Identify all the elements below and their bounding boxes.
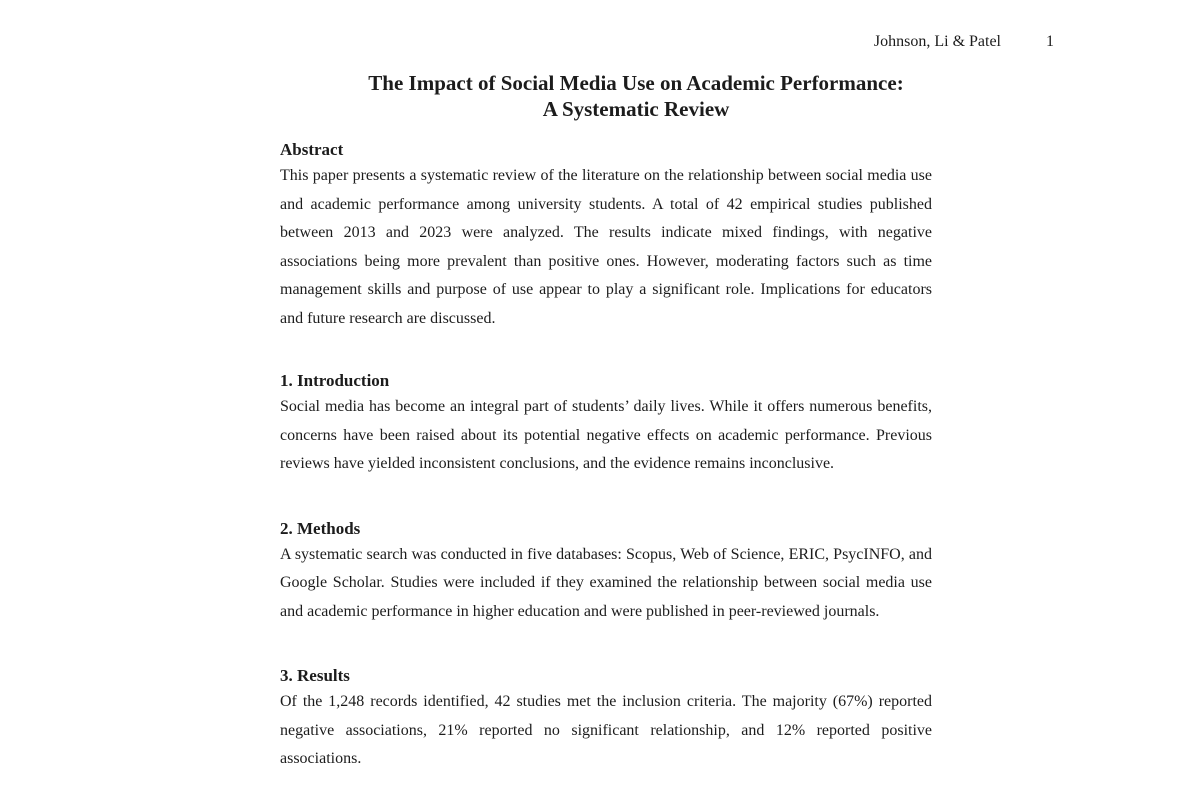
paper-title-line-2: A Systematic Review xyxy=(542,97,730,121)
methods-heading: 2. Methods xyxy=(280,518,361,538)
paper-title xyxy=(280,70,992,122)
running-header-authors: Johnson, Li & Patel xyxy=(873,33,1001,50)
introduction-section xyxy=(280,369,932,479)
introduction-heading: 1. Introduction xyxy=(280,371,390,390)
methods-section xyxy=(280,517,932,627)
abstract-heading: Abstract xyxy=(280,140,344,159)
paper-body xyxy=(280,138,932,774)
page-number: 1 xyxy=(1046,33,1054,50)
methods-text: A systematic search was conducted in five databases: Scopus, Web of Science, ERIC, PsycINFO, and Google Scholar. Studies were included if they examined the relationship between social media use and academic performance in higher education and were published in peer-reviewed journals. xyxy=(280,545,932,620)
abstract-section xyxy=(280,138,932,333)
abstract-text: This paper presents a systematic review of the literature on the relationship between social media use and academic performance among university students. A total of 42 empirical studies published between 2013 and 2023 were analyzed. The results indicate mixed findings, with negative associations being more prevalent than positive ones. However, moderating factors such as time management skills and purpose of use appear to play a significant role. Implications for educators and future research are discussed. xyxy=(280,167,932,327)
paper-title-line-1: The Impact of Social Media Use on Academic Performance: xyxy=(368,71,904,95)
results-heading: 3. Results xyxy=(280,666,350,685)
results-section xyxy=(280,664,932,774)
introduction-text: Social media has become an integral part of students’ daily lives. While it offers numerous benefits, concerns have been raised about its potential negative effects on academic performance. Previous reviews have yielded inconsistent conclusions, and the evidence remains inconclusive. xyxy=(280,398,932,472)
results-text: Of the 1,248 records identified, 42 studies met the inclusion criteria. The majority (67%) reported negative associations, 21% reported no significant relationship, and 12% reported positive associations. xyxy=(280,693,932,767)
running-header xyxy=(0,31,1200,53)
